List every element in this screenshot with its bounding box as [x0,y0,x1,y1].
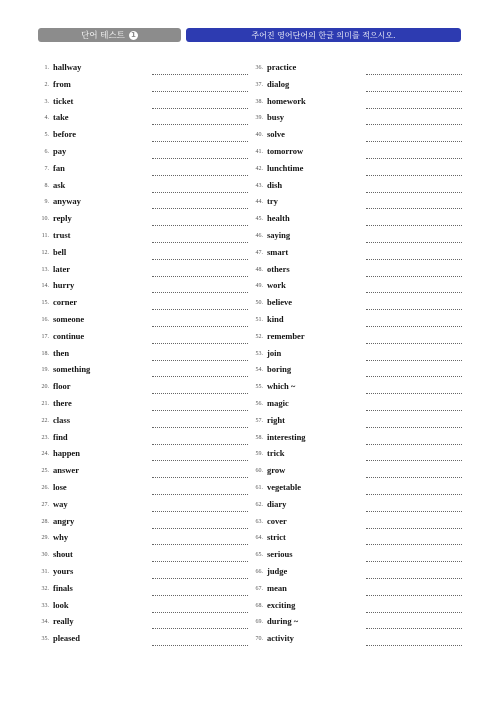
english-word: cover [267,515,287,526]
word-row [252,414,462,431]
answer-blank[interactable] [366,376,462,377]
word-row [252,464,462,481]
english-word: pleased [53,633,80,644]
instruction-text: 주어진 영어단어의 한글 의미를 적으시오. [251,30,396,40]
item-number: 49. [255,283,263,290]
item-number: 45. [255,216,263,223]
answer-blank[interactable] [152,595,248,596]
test-title-bar [38,28,181,42]
answer-blank[interactable] [152,141,248,142]
word-row [252,330,462,347]
word-row [38,330,248,347]
english-word: which ~ [267,381,296,392]
english-word: someone [53,313,85,324]
word-row [252,263,462,280]
english-word: judge [267,565,288,576]
english-word: answer [53,465,79,476]
english-word: others [267,263,290,274]
item-number: 41. [255,148,263,155]
answer-blank[interactable] [152,326,248,327]
item-number: 18. [41,350,49,357]
english-word: ticket [53,95,74,106]
item-number: 19. [41,367,49,374]
answer-blank[interactable] [366,477,462,478]
answer-blank[interactable] [366,427,462,428]
english-word: before [53,129,76,140]
word-row [252,548,462,565]
english-word: health [267,213,290,224]
answer-blank[interactable] [366,628,462,629]
word-row [252,145,462,162]
word-row [38,498,248,515]
answer-blank[interactable] [366,326,462,327]
word-row [38,296,248,313]
item-number: 37. [255,81,263,88]
english-word: during ~ [267,616,299,627]
word-row [252,162,462,179]
word-row [38,95,248,112]
english-word: serious [267,549,293,560]
english-word: fan [53,162,65,173]
item-number: 8. [44,182,49,189]
english-word: smart [267,246,289,257]
answer-blank[interactable] [366,175,462,176]
word-row [252,212,462,229]
answer-blank[interactable] [152,561,248,562]
item-number: 62. [255,501,263,508]
english-word: angry [53,515,75,526]
english-word: boring [267,364,292,375]
answer-blank[interactable] [152,427,248,428]
word-row [38,531,248,548]
item-number: 14. [41,283,49,290]
word-row [252,61,462,78]
item-number: 13. [41,266,49,273]
item-number: 21. [41,400,49,407]
answer-blank[interactable] [366,544,462,545]
english-word: continue [53,330,85,341]
answer-blank[interactable] [366,74,462,75]
english-word: anyway [53,196,81,207]
answer-blank[interactable] [366,108,462,109]
word-column-right [252,61,462,649]
english-word: find [53,431,68,442]
english-word: something [53,364,91,375]
answer-blank[interactable] [152,511,248,512]
word-row [38,464,248,481]
word-row [38,111,248,128]
english-word: kind [267,313,284,324]
answer-blank[interactable] [366,91,462,92]
answer-blank[interactable] [152,175,248,176]
answer-blank[interactable] [152,444,248,445]
word-row [252,229,462,246]
word-row [252,279,462,296]
english-word: hallway [53,62,82,72]
english-word: strict [267,532,286,543]
item-number: 23. [41,434,49,441]
word-row [38,229,248,246]
word-row [252,296,462,313]
english-word: really [53,616,74,627]
english-word: tomorrow [267,145,304,156]
english-word: lunchtime [267,162,304,173]
answer-blank[interactable] [152,578,248,579]
answer-blank[interactable] [152,292,248,293]
english-word: magic [267,397,289,408]
english-word: try [267,196,278,207]
answer-blank[interactable] [366,612,462,613]
english-word: exciting [267,599,296,610]
circled-number-icon: 1 [129,31,138,40]
word-row [38,195,248,212]
item-number: 42. [255,165,263,172]
answer-blank[interactable] [152,494,248,495]
english-word: shout [53,549,73,560]
item-number: 24. [41,451,49,458]
item-number: 39. [255,115,263,122]
english-word: lose [53,481,67,492]
english-word: mean [267,582,287,593]
english-word: saying [267,229,291,240]
word-row [252,515,462,532]
answer-blank[interactable] [366,645,462,646]
item-number: 58. [255,434,263,441]
word-row [38,481,248,498]
english-word: corner [53,297,78,308]
word-row [252,195,462,212]
item-number: 28. [41,518,49,525]
item-number: 67. [255,585,263,592]
word-row [38,347,248,364]
item-number: 20. [41,384,49,391]
answer-blank[interactable] [152,376,248,377]
answer-blank[interactable] [366,141,462,142]
word-row [252,582,462,599]
answer-blank[interactable] [366,309,462,310]
item-number: 70. [255,636,263,643]
item-number: 63. [255,518,263,525]
answer-blank[interactable] [152,309,248,310]
answer-blank[interactable] [366,410,462,411]
word-row [252,632,462,649]
answer-blank[interactable] [366,192,462,193]
answer-blank[interactable] [366,561,462,562]
english-word: remember [267,330,305,341]
item-number: 12. [41,249,49,256]
english-word: work [267,280,286,291]
word-row [38,565,248,582]
english-word: vegetable [267,481,301,492]
word-row [38,78,248,95]
english-word: way [53,498,68,509]
answer-blank[interactable] [152,612,248,613]
item-number: 1. [44,65,49,71]
item-number: 22. [41,417,49,424]
item-number: 40. [255,132,263,139]
english-word: interesting [267,431,306,442]
word-row [252,179,462,196]
answer-blank[interactable] [152,259,248,260]
english-word: class [53,414,70,425]
item-number: 50. [255,300,263,307]
item-number: 48. [255,266,263,273]
english-word: from [53,78,71,89]
english-word: bell [53,246,67,257]
answer-blank[interactable] [152,393,248,394]
answer-blank[interactable] [366,208,462,209]
word-row [38,162,248,179]
item-number: 30. [41,552,49,559]
english-word: trick [267,448,285,459]
english-word: then [53,347,70,358]
answer-blank[interactable] [152,460,248,461]
english-word: ask [53,179,66,190]
word-row [38,61,248,78]
item-number: 31. [41,568,49,575]
english-word: there [53,397,72,408]
answer-blank[interactable] [366,259,462,260]
english-word: reply [53,213,72,224]
item-number: 53. [255,350,263,357]
word-row [38,632,248,649]
english-word: happen [53,448,80,459]
word-row [38,447,248,464]
answer-blank[interactable] [152,158,248,159]
item-number: 2. [44,81,49,88]
answer-blank[interactable] [366,276,462,277]
english-word: grow [267,465,286,476]
item-number: 27. [41,501,49,508]
answer-blank[interactable] [366,343,462,344]
english-word: practice [267,62,297,72]
item-number: 51. [255,316,263,323]
answer-blank[interactable] [152,343,248,344]
word-row [252,95,462,112]
word-row [38,615,248,632]
item-number: 6. [44,148,49,155]
english-word: join [267,347,282,358]
answer-blank[interactable] [366,158,462,159]
english-word: activity [267,633,294,644]
word-row [252,78,462,95]
word-row [38,145,248,162]
item-number: 59. [255,451,263,458]
word-row [252,498,462,515]
item-number: 11. [41,232,49,239]
item-number: 68. [255,602,263,609]
item-number: 10. [41,216,49,223]
english-word: finals [53,582,73,593]
answer-blank[interactable] [152,74,248,75]
word-row [252,615,462,632]
english-word: floor [53,381,71,392]
item-number: 33. [41,602,49,609]
word-row [38,548,248,565]
item-number: 38. [255,98,263,105]
item-number: 17. [41,333,49,340]
answer-blank[interactable] [366,578,462,579]
answer-blank[interactable] [366,460,462,461]
word-row [38,599,248,616]
word-column-left [38,61,248,649]
item-number: 60. [255,468,263,475]
answer-blank[interactable] [366,360,462,361]
item-number: 7. [44,165,49,172]
answer-blank[interactable] [152,108,248,109]
word-row [252,363,462,380]
english-word: dish [267,179,283,190]
answer-blank[interactable] [152,477,248,478]
answer-blank[interactable] [366,595,462,596]
item-number: 32. [41,585,49,592]
word-row [252,565,462,582]
word-row [38,212,248,229]
answer-blank[interactable] [152,410,248,411]
english-word: later [53,263,70,274]
english-word: homework [267,95,306,106]
word-row [252,111,462,128]
word-row [252,599,462,616]
item-number: 54. [255,367,263,374]
answer-blank[interactable] [366,242,462,243]
word-row [252,447,462,464]
word-row [252,431,462,448]
answer-blank[interactable] [152,242,248,243]
word-row [38,279,248,296]
answer-blank[interactable] [152,645,248,646]
word-row [252,128,462,145]
answer-blank[interactable] [366,528,462,529]
english-word: trust [53,229,71,240]
english-word: yours [53,565,74,576]
english-word: look [53,599,69,610]
item-number: 4. [44,115,49,122]
answer-blank[interactable] [152,192,248,193]
item-number: 43. [255,182,263,189]
item-number: 46. [255,232,263,239]
english-word: why [53,532,69,543]
word-row [252,531,462,548]
word-row [38,263,248,280]
english-word: diary [267,498,287,509]
answer-blank[interactable] [366,494,462,495]
english-word: believe [267,297,293,308]
word-row [252,380,462,397]
english-word: dialog [267,78,290,89]
answer-blank[interactable] [152,360,248,361]
item-number: 16. [41,316,49,323]
item-number: 64. [255,535,263,542]
word-row [252,397,462,414]
answer-blank[interactable] [366,393,462,394]
item-number: 26. [41,484,49,491]
test-title: 단어 테스트 [81,31,125,41]
item-number: 9. [44,199,49,206]
answer-blank[interactable] [366,511,462,512]
answer-blank[interactable] [152,91,248,92]
word-row [38,380,248,397]
item-number: 29. [41,535,49,542]
word-row [252,313,462,330]
answer-blank[interactable] [152,124,248,125]
item-number: 55. [255,384,263,391]
english-word: pay [53,145,67,156]
item-number: 35. [41,636,49,643]
answer-blank[interactable] [152,528,248,529]
english-word: take [53,112,69,123]
english-word: solve [267,129,285,140]
word-row [38,128,248,145]
item-number: 52. [255,333,263,340]
item-number: 34. [41,619,49,626]
word-row [252,246,462,263]
word-row [38,363,248,380]
word-row [38,179,248,196]
word-row [38,414,248,431]
answer-blank[interactable] [366,225,462,226]
word-row [38,582,248,599]
item-number: 65. [255,552,263,559]
word-row [252,347,462,364]
answer-blank[interactable] [366,124,462,125]
item-number: 57. [255,417,263,424]
instruction-bar [186,28,461,42]
answer-blank[interactable] [366,292,462,293]
item-number: 66. [255,568,263,575]
item-number: 36. [255,65,263,71]
word-row [38,246,248,263]
word-row [38,431,248,448]
english-word: busy [267,112,285,123]
answer-blank[interactable] [152,628,248,629]
item-number: 5. [44,132,49,139]
word-row [252,481,462,498]
item-number: 47. [255,249,263,256]
word-row [38,515,248,532]
answer-blank[interactable] [152,225,248,226]
english-word: right [267,414,285,425]
answer-blank[interactable] [366,444,462,445]
item-number: 15. [41,300,49,307]
item-number: 44. [255,199,263,206]
answer-blank[interactable] [152,208,248,209]
word-row [38,313,248,330]
english-word: hurry [53,280,75,291]
item-number: 56. [255,400,263,407]
answer-blank[interactable] [152,544,248,545]
answer-blank[interactable] [152,276,248,277]
item-number: 3. [44,98,49,105]
word-row [38,397,248,414]
item-number: 61. [255,484,263,491]
item-number: 69. [255,619,263,626]
item-number: 25. [41,468,49,475]
